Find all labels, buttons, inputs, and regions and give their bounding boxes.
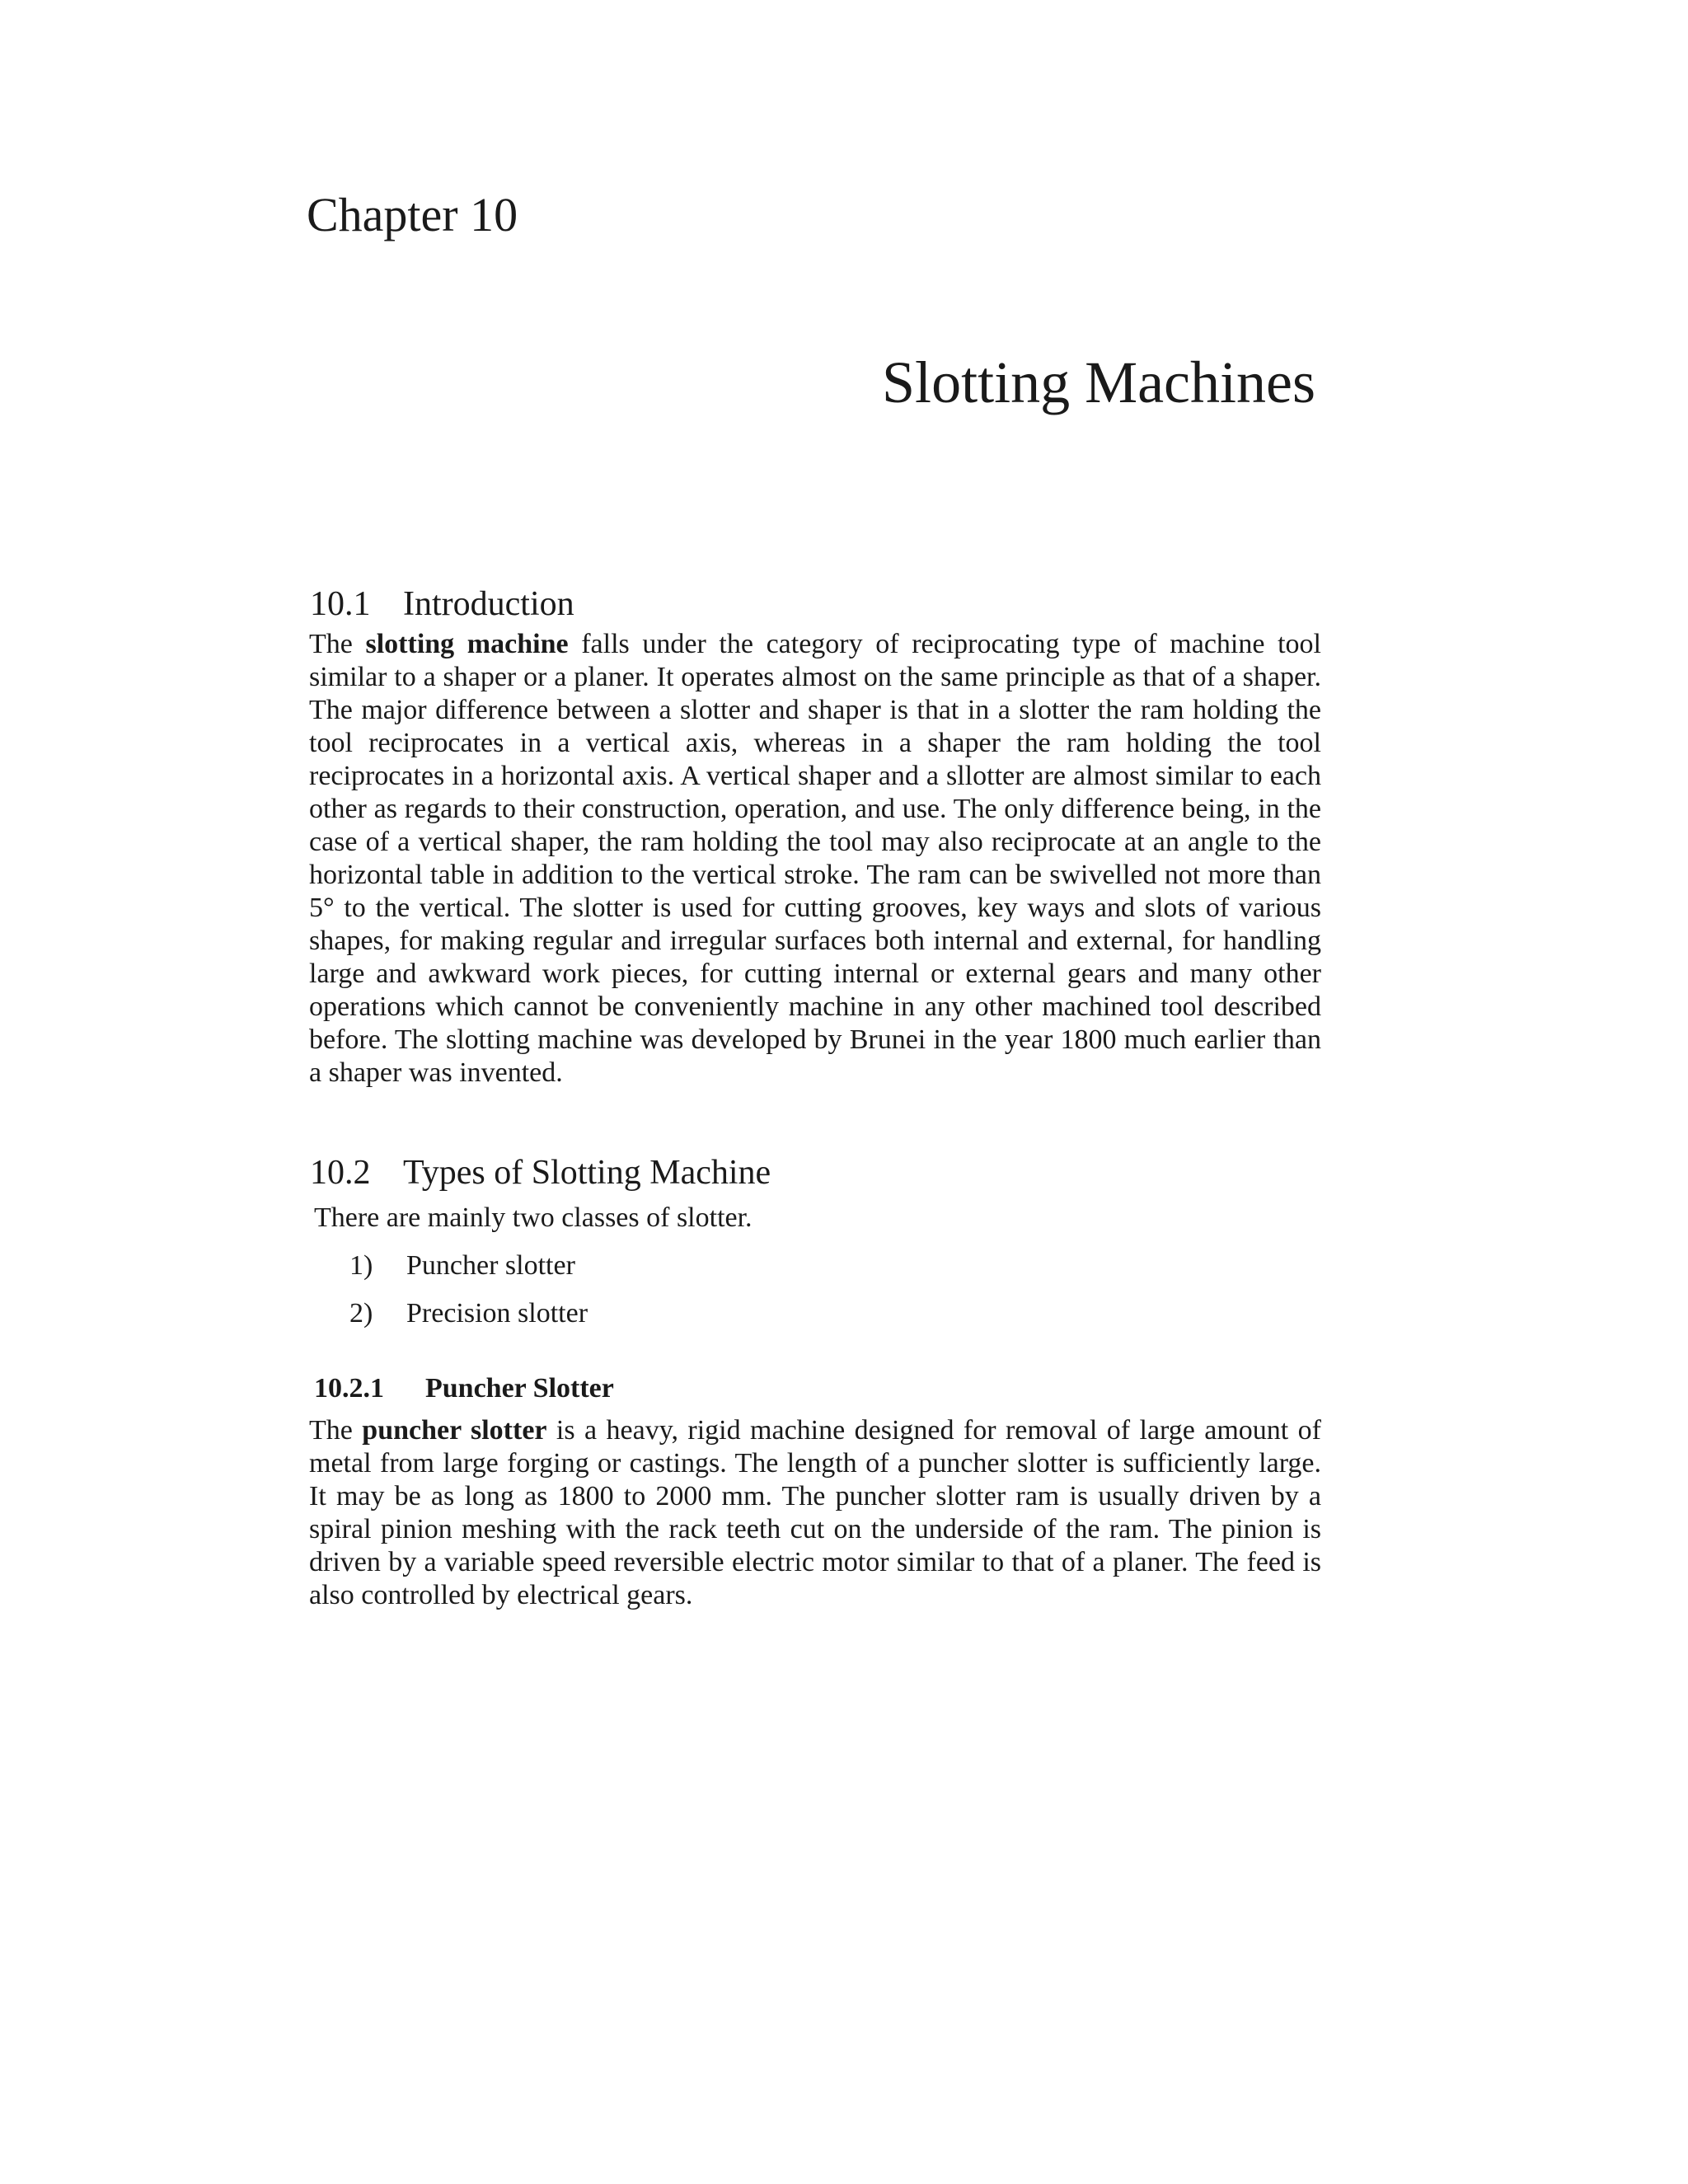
subsection-heading-puncher-slotter xyxy=(314,1372,614,1405)
types-intro-line: There are mainly two classes of slotter. xyxy=(314,1202,753,1233)
section-number: 10.2 xyxy=(310,1154,371,1192)
subsection-title: Puncher Slotter xyxy=(425,1373,614,1404)
introduction-paragraph xyxy=(309,628,1321,1090)
paragraph xyxy=(309,628,1321,1090)
section-title: Introduction xyxy=(403,585,574,623)
list-marker: 1) xyxy=(349,1250,373,1281)
paragraph xyxy=(309,1414,1321,1612)
list-marker: 2) xyxy=(349,1298,373,1329)
list-item-precision-slotter xyxy=(349,1297,588,1330)
list-item-text: Puncher slotter xyxy=(406,1250,575,1281)
chapter-label: Chapter 10 xyxy=(307,188,518,241)
paragraph-text: falls under the category of reciprocating type of machine tool similar to a shaper or a planer. It operates almost on the same principle as that of a shaper. The major difference between a slotter and shaper is that in a slotter the ram holding the tool reciprocates in a vertical axis, whereas in a shaper the ram holding the tool reciprocates in a horizontal axis. A vertical shaper and a sllotter are almost similar to each other as regards to their construction, operation, and use. The only difference being, in the case of a vertical shaper, the ram holding the tool may also reciprocate at an angle to the horizontal table in addition to the vertical stroke. The ram can be swivelled not more than 5° to the vertical. The slotter is used for cutting grooves, key ways and slots of various shapes, for making regular and irregular surfaces both internal and external, for handling large and awkward work pieces, for cutting internal or external gears and many other operations which cannot be conveniently machine in any other machined tool described before. The slotting machine was developed by Brunei in the year 1800 much earlier than a shaper was invented. xyxy=(309,629,1321,1088)
section-number: 10.1 xyxy=(310,585,371,623)
list-item-text: Precision slotter xyxy=(406,1298,588,1329)
chapter-title: Slotting Machines xyxy=(882,349,1315,415)
section-heading-types xyxy=(310,1155,771,1190)
paragraph-lead: The xyxy=(309,629,366,659)
paragraph-lead: The xyxy=(309,1415,363,1446)
section-heading-introduction xyxy=(310,587,574,621)
term-puncher-slotter: puncher slotter xyxy=(362,1415,547,1446)
puncher-slotter-paragraph xyxy=(309,1414,1321,1612)
section-title: Types of Slotting Machine xyxy=(403,1154,771,1192)
list-item-puncher-slotter xyxy=(349,1249,575,1282)
subsection-number: 10.2.1 xyxy=(314,1373,384,1404)
paragraph-text: is a heavy, rigid machine designed for removal of large amount of metal from large forging or castings. The length of a puncher slotter is sufficiently large. It may be as long as 1800 to 2000 mm. The puncher slotter ram is usually driven by a spiral pinion meshing with the rack teeth cut on the underside of the ram. The pinion is driven by a variable speed reversible electric motor similar to that of a planer. The feed is also controlled by electrical gears. xyxy=(309,1415,1321,1610)
term-slotting-machine: slotting machine xyxy=(365,629,569,659)
